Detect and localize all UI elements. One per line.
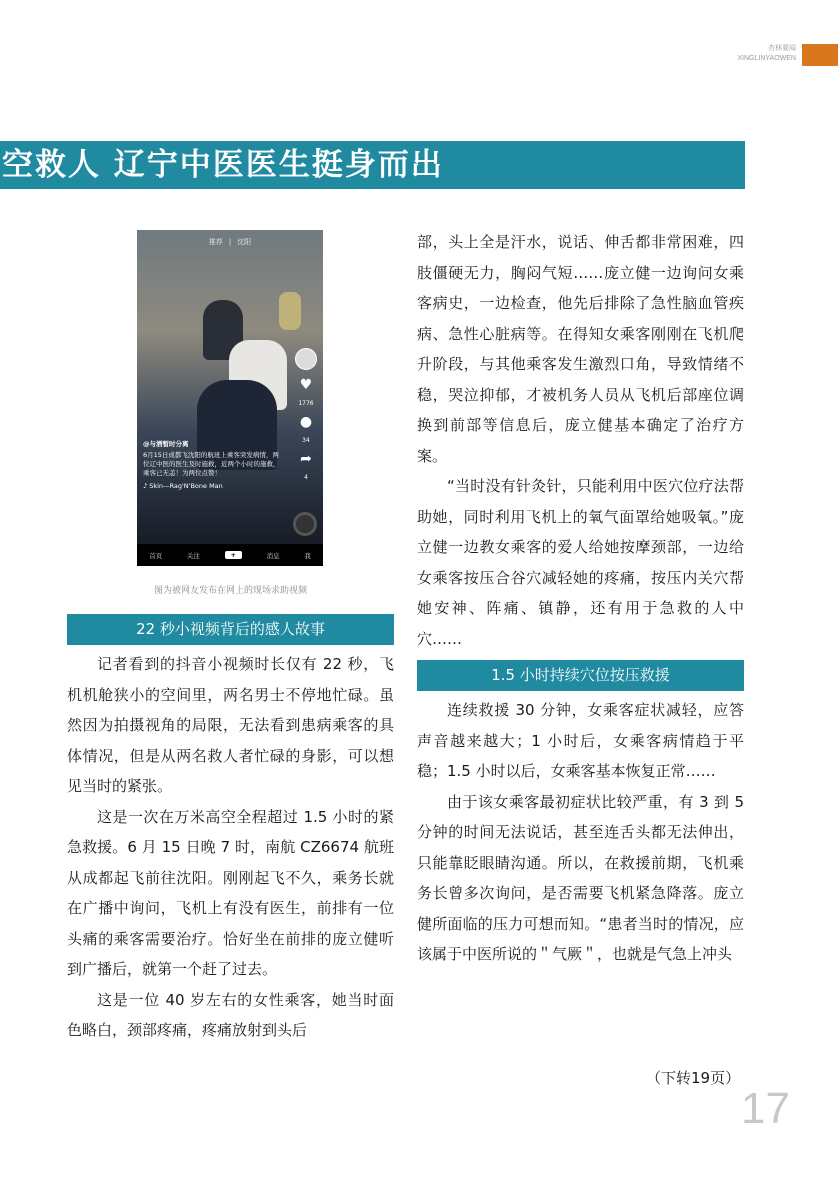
section-tag-en: XINGLINYAOWEN bbox=[737, 55, 796, 62]
video-bottom-nav bbox=[137, 544, 323, 566]
nav-follow: 关注 bbox=[186, 551, 200, 560]
like-count: 1776 bbox=[298, 400, 314, 407]
comment-count: 34 bbox=[302, 437, 310, 444]
paragraph: “当时没有针灸针，只能利用中医穴位疗法帮助她，同时利用飞机上的氧气面罩给她吸氧。”庞立健一边教女乘客的爱人给她按摩颈部，一边给女乘客按压合谷穴减轻她的疼痛，按压内关穴帮她安神、阵痛、镇静，还有用于急救的人中穴…… bbox=[417, 477, 744, 648]
music-disc-icon bbox=[293, 512, 317, 536]
video-caption bbox=[143, 440, 281, 491]
image-caption: 图为被网友发布在网上的现场求助视频 bbox=[153, 586, 307, 596]
video-tab-recommend: 推荐 bbox=[208, 238, 223, 246]
avatar bbox=[295, 348, 317, 370]
section-heading-1: 22 秒小视频背后的感人故事 bbox=[67, 614, 394, 645]
paragraph-continued: 部，头上全是汗水，说话、伸舌都非常困难，四肢僵硬无力，胸闷气短……庞立健一边询问女乘客病史，一边检查，他先后排除了急性脑血管疾病、急性心脏病等。在得知女乘客刚刚在飞机爬升阶段，与其他乘客发生激烈口角，导致情绪不稳，哭泣抑郁，才被机务人员从飞机后部座位调换到前部等信息后，庞立健基本确定了治疗方案。 bbox=[417, 233, 744, 465]
video-music: ♪ Skin—Rag'N'Bone Man bbox=[143, 482, 223, 490]
paragraph: 这是一位 40 岁左右的女性乘客，她当时面色略白，颈部疼痛，疼痛放射到头后 bbox=[67, 990, 394, 1039]
nav-me: 我 bbox=[304, 551, 311, 560]
article-title: 空救人 辽宁中医医生挺身而出 bbox=[0, 141, 745, 189]
video-side-actions bbox=[293, 348, 319, 481]
section-tag bbox=[737, 44, 796, 64]
paragraph: 记者看到的抖音小视频时长仅有 22 秒，飞机机舱狭小的空间里，两名男士不停地忙碌。虽然因为拍摄视角的局限，无法看到患病乘客的具体情况，但是从两名救人者忙碌的身影，可以想见当时的紧张。 bbox=[67, 655, 394, 795]
nav-messages: 消息 bbox=[266, 551, 280, 560]
paragraph: 连续救援 30 分钟，女乘客症状减轻，应答声音越来越大；1 小时后，女乘客病情趋于平稳；1.5 小时以后，女乘客基本恢复正常…… bbox=[417, 701, 744, 780]
video-screenshot bbox=[137, 230, 323, 566]
continued-note: （下转19页） bbox=[646, 1069, 741, 1087]
video-caption-text: 6月15日成都飞沈阳的航班上乘客突发病情，两位辽中医的医生及时施救，近两个小时的施救，乘客已无恙！为两位点赞！ bbox=[143, 451, 280, 477]
video-handle: @与酒暂时分离 bbox=[143, 440, 189, 448]
heart-icon: ♥ bbox=[299, 377, 313, 393]
video-tab-city: 沈阳 bbox=[237, 238, 252, 246]
left-column bbox=[67, 230, 394, 1046]
right-column bbox=[417, 227, 744, 970]
paragraph: 由于该女乘客最初症状比较严重，有 3 到 5 分钟的时间无法说话，甚至连舌头都无法伸出，只能靠眨眼睛沟通。所以，在救援前期，飞机乘务长曾多次询问，是否需要飞机紧急降落。庞立健所面临的压力可想而知。“患者当时的情况，应该属于中医所说的＂气厥＂，也就是气急上冲头 bbox=[417, 792, 744, 963]
page-number: 17 bbox=[741, 1084, 790, 1133]
comment-icon: ● bbox=[299, 414, 313, 430]
nav-home: 首页 bbox=[149, 551, 163, 560]
corner-accent-block bbox=[802, 44, 838, 66]
section-tag-cn: 杏林要闻 bbox=[768, 45, 796, 52]
video-topbar: 推荐 | 沈阳 bbox=[208, 238, 252, 246]
section-heading-2: 1.5 小时持续穴位按压救援 bbox=[417, 660, 744, 691]
share-count: 4 bbox=[304, 474, 308, 481]
nav-plus: + bbox=[225, 551, 242, 559]
cabin-window bbox=[279, 292, 301, 330]
share-icon: ➦ bbox=[300, 451, 312, 467]
paragraph: 这是一次在万米高空全程超过 1.5 小时的紧急救援。6 月 15 日晚 7 时，南航 CZ6674 航班从成都起飞前往沈阳。刚刚起飞不久，乘务长就在广播中询问，飞机上有没有医生，前排有一位头痛的乘客需要治疗。恰好坐在前排的庞立健听到广播后，就第一个赶了过去。 bbox=[67, 807, 394, 978]
